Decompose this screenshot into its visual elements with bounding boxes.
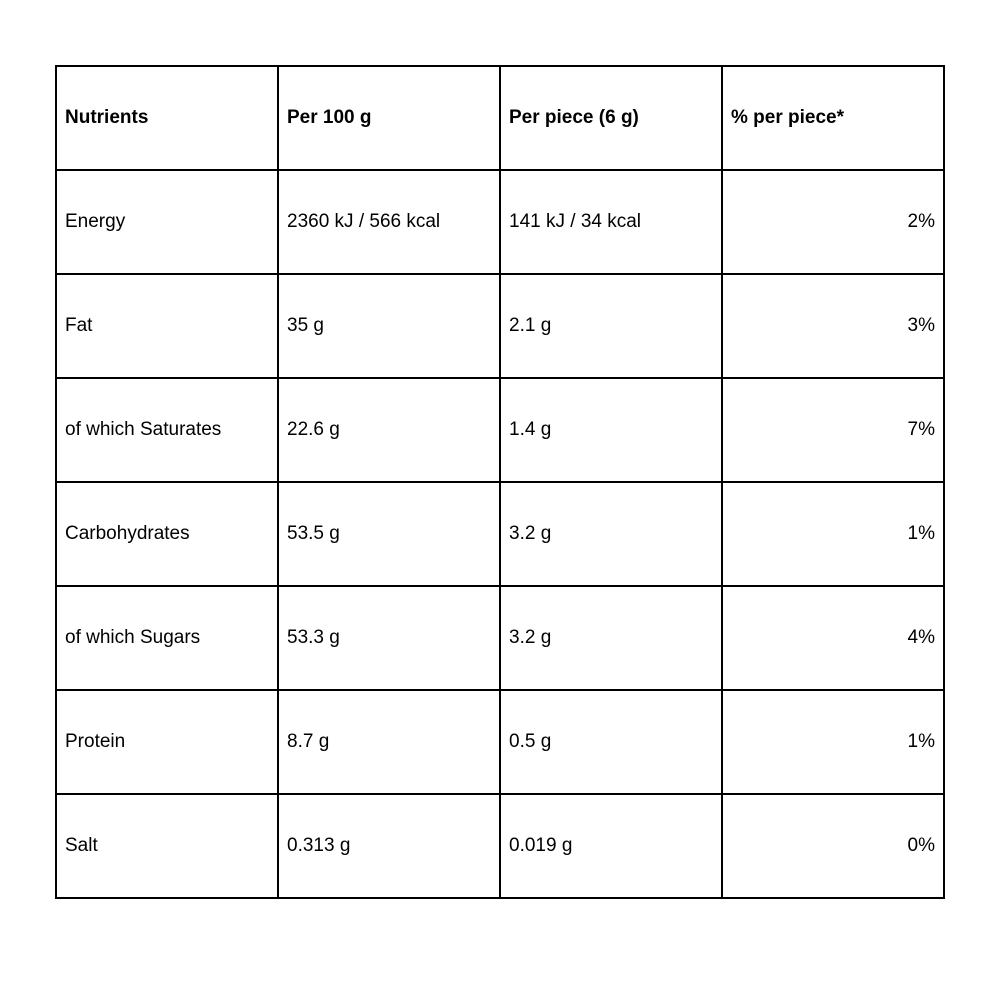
value-per-100g: 22.6 g — [278, 378, 500, 482]
table-row — [56, 170, 944, 274]
value-percent: 3% — [722, 274, 944, 378]
table-header-row — [56, 66, 944, 170]
value-per-100g: 53.3 g — [278, 586, 500, 690]
header-nutrients: Nutrients — [56, 66, 278, 170]
nutrient-name: Carbohydrates — [56, 482, 278, 586]
value-per-piece: 141 kJ / 34 kcal — [500, 170, 722, 274]
value-per-piece: 2.1 g — [500, 274, 722, 378]
table-row — [56, 690, 944, 794]
value-per-100g: 2360 kJ / 566 kcal — [278, 170, 500, 274]
nutrient-name: Energy — [56, 170, 278, 274]
table-row — [56, 794, 944, 898]
table-row — [56, 586, 944, 690]
table-row — [56, 482, 944, 586]
value-per-100g: 35 g — [278, 274, 500, 378]
header-percent-per-piece: % per piece* — [722, 66, 944, 170]
value-per-100g: 8.7 g — [278, 690, 500, 794]
table-row — [56, 378, 944, 482]
value-per-piece: 3.2 g — [500, 586, 722, 690]
value-percent: 4% — [722, 586, 944, 690]
nutrient-name: Salt — [56, 794, 278, 898]
nutrient-name: of which Sugars — [56, 586, 278, 690]
value-per-100g: 0.313 g — [278, 794, 500, 898]
table-row — [56, 274, 944, 378]
value-per-piece: 0.5 g — [500, 690, 722, 794]
value-per-piece: 1.4 g — [500, 378, 722, 482]
nutrient-name: Protein — [56, 690, 278, 794]
header-per-piece: Per piece (6 g) — [500, 66, 722, 170]
nutrition-table — [55, 65, 945, 899]
value-per-piece: 0.019 g — [500, 794, 722, 898]
value-percent: 0% — [722, 794, 944, 898]
value-per-100g: 53.5 g — [278, 482, 500, 586]
value-percent: 7% — [722, 378, 944, 482]
nutrient-name: of which Saturates — [56, 378, 278, 482]
nutrient-name: Fat — [56, 274, 278, 378]
value-percent: 2% — [722, 170, 944, 274]
value-percent: 1% — [722, 690, 944, 794]
header-per-100g: Per 100 g — [278, 66, 500, 170]
value-percent: 1% — [722, 482, 944, 586]
value-per-piece: 3.2 g — [500, 482, 722, 586]
